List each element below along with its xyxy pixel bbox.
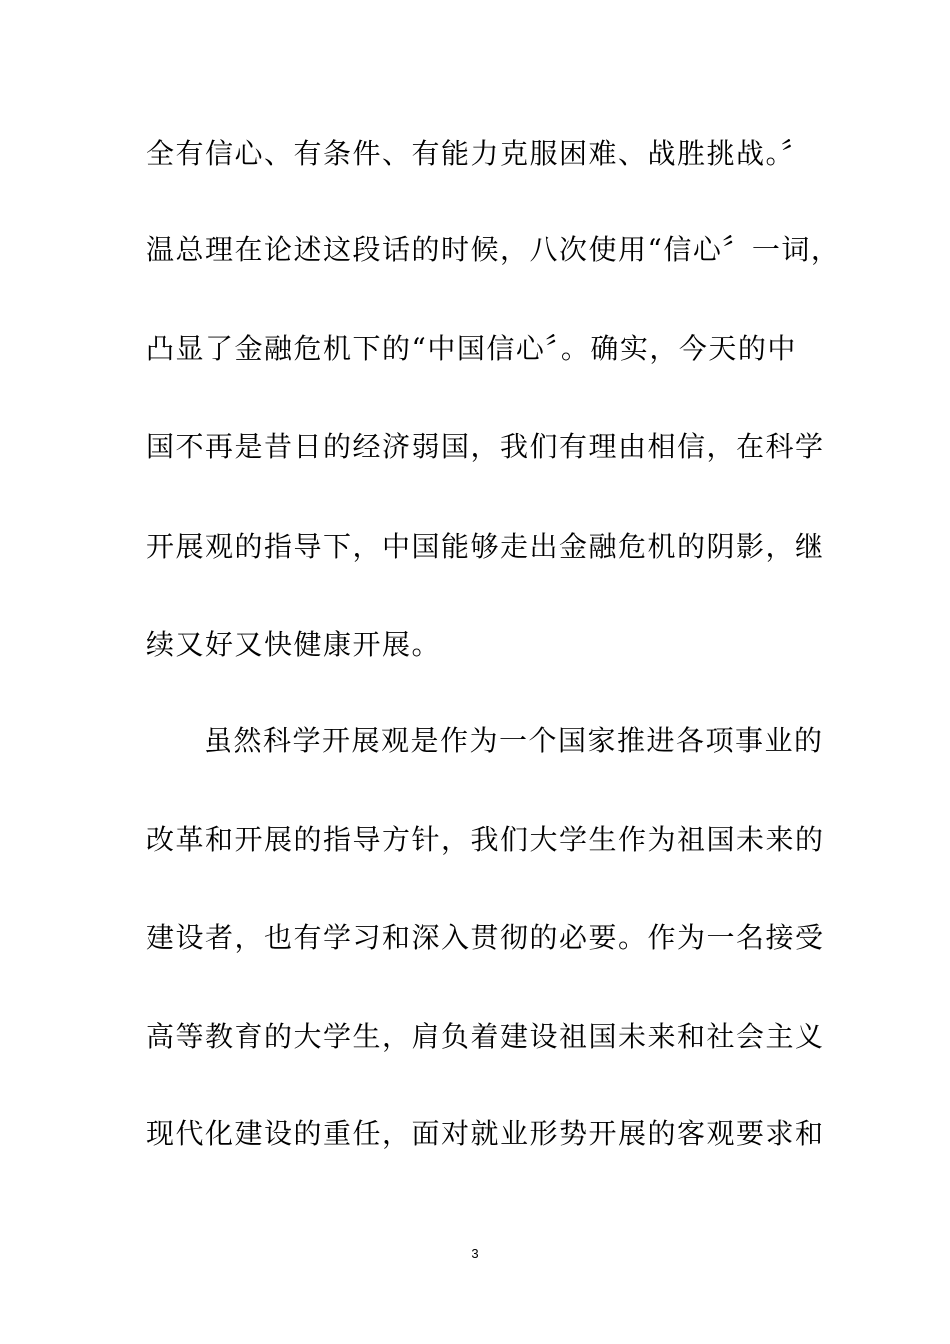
text-line-5: 开展观的指导下，中国能够走出金融危机的阴影，继 (146, 530, 825, 563)
text-line-8: 改革和开展的指导方针，我们大学生作为祖国未来的 (146, 823, 825, 856)
text-line-3: 凸显了金融危机下的“中国信心〞。确实，今天的中 (146, 332, 797, 365)
page-number: 3 (471, 1246, 479, 1261)
text-line-11: 现代化建设的重任，面对就业形势开展的客观要求和 (146, 1117, 825, 1150)
text-line-4: 国不再是昔日的经济弱国，我们有理由相信，在科学 (146, 430, 825, 463)
text-line-9: 建设者，也有学习和深入贯彻的必要。作为一名接受 (146, 921, 825, 954)
text-line-1: 全有信心、有条件、有能力克服困难、战胜挑战。〞 (146, 137, 811, 170)
text-line-10: 高等教育的大学生，肩负着建设祖国未来和社会主义 (146, 1020, 825, 1053)
text-line-2: 温总理在论述这段话的时候，八次使用“信心〞一词， (146, 233, 841, 266)
text-line-6: 续又好又快健康开展。 (146, 628, 442, 661)
text-line-7-paragraph-start: 虽然科学开展观是作为一个国家推进各项事业的 (204, 724, 824, 757)
